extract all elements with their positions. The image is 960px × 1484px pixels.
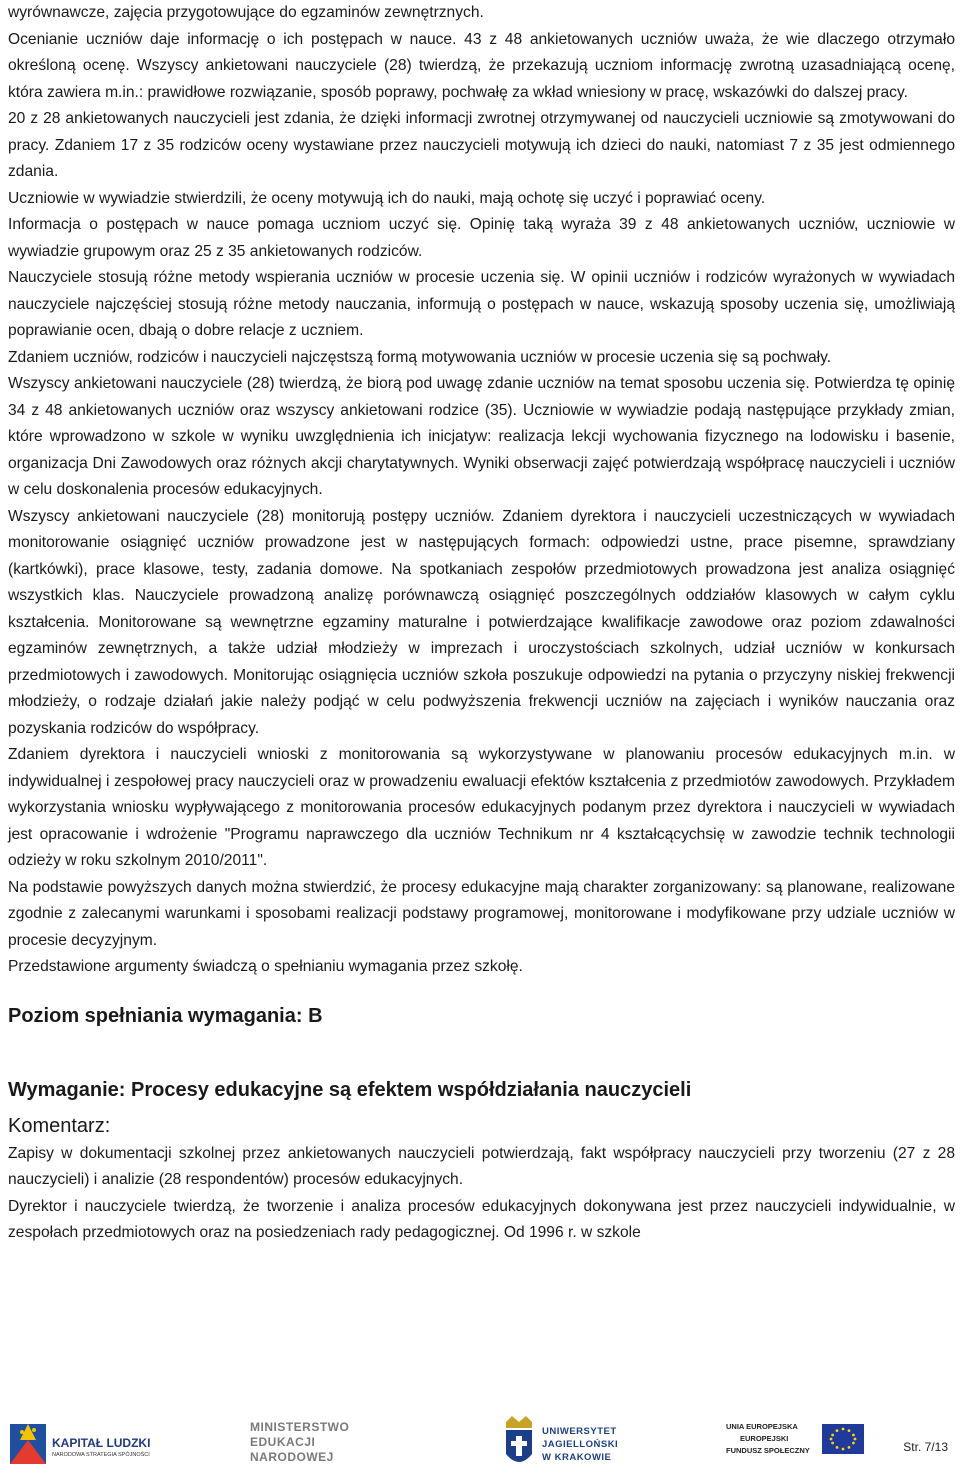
document-body — [8, 0, 955, 1247]
uj-crest-icon — [502, 1414, 536, 1474]
uj-logo — [502, 1410, 632, 1476]
logo-line: EUROPEJSKI — [740, 1434, 789, 1443]
paragraph: Nauczyciele stosują różne metody wspierania uczniów w procesie uczenia się. W opinii uczniów i rodziców wyrażonych w wywiadach nauczyciele najczęściej stosują różne metody nauczania, informują o postępach w nauce, wskazują sposoby uczenia się, umożliwiają poprawianie ocen, dbają o dobre relacje z uczniem. — [8, 269, 955, 339]
paragraph: Uczniowie w wywiadzie stwierdzili, że oceny motywują ich do nauki, mają ochotę się uczyć i poprawiać oceny. — [8, 189, 766, 207]
logo-line: NARODOWEJ — [250, 1450, 334, 1464]
logo-line: JAGIELLOŃSKI — [542, 1439, 619, 1450]
kapital-ludzki-logo — [8, 1410, 158, 1476]
logo-subtitle: NARODOWA STRATEGIA SPÓJNOŚCI — [52, 1452, 150, 1458]
comment-label: Komentarz: — [8, 1114, 111, 1137]
logo-line: UNIWERSYTET — [542, 1426, 617, 1437]
footer-logos — [0, 1410, 960, 1484]
logo-line: FUNDUSZ SPOŁECZNY — [726, 1446, 810, 1455]
paragraph: wyrównawcze, zajęcia przygotowujące do egzaminów zewnętrznych. — [8, 4, 484, 21]
page-number: Str. 7/13 — [903, 1440, 948, 1454]
eu-flag-icon — [822, 1424, 864, 1454]
paragraph: Wszyscy ankietowani nauczyciele (28) monitorują postępy uczniów. Zdaniem dyrektora i nauczycieli uczestniczących w wywiadach monitorowanie osiągnięć uczniów prowadzone jest w następujących formach: odpowiedzi ustne, prace pisemne, sprawdziany (kartkówki), prace klasowe, testy, zadania domowe. Na spotkaniach zespołów przedmiotowych prowadzona jest analiza osiągnięć wszystkich klas. Nauczyciele prowadzoną analizę porównawczą osiągnięć poszczególnych oddziałów klasowych w całym cyklu kształcenia. Monitorowane są wewnętrzne egzaminy maturalne i potwierdzające kwalifikacje zawodowe oraz poziom zdawalności egzaminów zewnętrznych, a także udział młodzieży w imprezach i uroczystościach szkolnych, udział uczniów w konkursach przedmiotowych i zawodowych. Monitorując osiągnięcia uczniów szkoła poszukuje odpowiedzi na pytania o przyczyny niskiej frekwencji młodzieży, o rodzaje działań jakie należy podjąć w celu podwyższenia frekwencji uczniów na zajęciach i wyników nauczania oraz pozyskania rodziców do współpracy. — [8, 507, 955, 737]
paragraph: Na podstawie powyższych danych można stwierdzić, że procesy edukacyjne mają charakter zorganizowany: są planowane, realizowane zgodnie z zalecanymi warunkami i sposobami realizacji podstawy programowej, monitorowane i modyfikowane przy udziale uczniów w procesie decyzyjnym. — [8, 878, 955, 949]
comment-paragraph: Dyrektor i nauczyciele twierdzą, że tworzenie i analiza procesów edukacyjnych dokonywana jest przez nauczycieli indywidualnie, w zespołach przedmiotowych oraz na posiedzeniach rady pedagogicznej. Od 1996 r. w szkole — [8, 1197, 955, 1241]
logo-line: MINISTERSTWO — [250, 1420, 350, 1434]
comment-paragraph: Zapisy w dokumentacji szkolnej przez ankietowanych nauczycieli potwierdzają, fakt współpracy nauczycieli przy tworzeniu (27 z 28 nauczycieli) i analizie (28 respondentów) procesów edukacyjnych. — [8, 1144, 955, 1188]
paragraph: Ocenianie uczniów daje informację o ich postępach w nauce. 43 z 48 ankietowanych uczniów uważa, że wie dlaczego otrzymało określoną ocenę. Wszyscy ankietowani nauczyciele (28) twierdzą, że przekazują uczniom informację zwrotną uzasadniającą ocenę, która zawiera m.in.: prawidłowe rozwiązanie, sposób poprawy, pochwałę za wkład wniesiony w pracę, wskazówki do dalszej pracy. — [8, 30, 955, 101]
paragraph: Przedstawione argumenty świadczą o spełnianiu wymagania przez szkołę. — [8, 958, 523, 975]
paragraph: Zdaniem uczniów, rodziców i nauczycieli najczęstszą formą motywowania uczniów w procesie uczenia się są pochwały. — [8, 348, 832, 366]
paragraph: Wszyscy ankietowani nauczyciele (28) twierdzą, że biorą pod uwagę zdanie uczniów na temat sposobu uczenia się. Potwierdza tę opinię 34 z 48 ankietowanych uczniów oraz wszyscy ankietowani rodzice (35). Uczniowie w wywiadzie podają następujące przykłady zmian, które wprowadzono w szkole w wyniku uwzględnienia ich inicjatyw: realizacja lekcji wychowania fizycznego na lodowisku i basenie, organizacja Dni Zawodowych oraz różnych akcji charytatywnych. Wyniki obserwacji zajęć potwierdzają współpracę nauczycieli i uczniów w celu doskonalenia procesów edukacyjnych. — [8, 375, 955, 498]
paragraph: Zdaniem dyrektora i nauczycieli wnioski z monitorowania są wykorzystywane w planowaniu procesów edukacyjnych m.in. w indywidualnej i zespołowej pracy nauczycieli oraz w prowadzeniu ewaluacji efektów kształcenia z przedmiotów zawodowych. Przykładem wykorzystania wniosku wypływającego z monitorowania procesów edukacyjnych podanym przez dyrektora i nauczycieli w wywiadach jest opracowanie i wdrożenie "Programu naprawczego dla uczniów Technikum nr 4 kształcącychsię w zawodzie technik technologii odzieży w roku szkolnym 2010/2011". — [8, 746, 955, 869]
logo-line: W KRAKOWIE — [542, 1452, 612, 1463]
men-logo — [250, 1410, 370, 1476]
requirement-level-heading: Poziom spełniania wymagania: B — [8, 1004, 323, 1027]
logo-line: UNIA EUROPEJSKA — [726, 1422, 798, 1431]
eu-logo — [726, 1410, 866, 1476]
paragraph: 20 z 28 ankietowanych nauczycieli jest zdania, że dzięki informacji zwrotnej otrzymywanej od nauczycieli uczniowie są zmotywowani do pracy. Zdaniem 17 z 35 rodziców oceny wystawiane przez nauczycieli motywują ich dzieci do nauki, natomiast 7 z 35 jest odmiennego zdania. — [8, 110, 955, 180]
logo-line: EDUKACJI — [250, 1435, 316, 1449]
logo-title: KAPITAŁ LUDZKI — [52, 1436, 151, 1450]
paragraph: Informacja o postępach w nauce pomaga uczniom uczyć się. Opinię taką wyraża 39 z 48 ankietowanych uczniów, uczniowie w wywiadzie grupowym oraz 25 z 35 ankietowanych rodziców. — [8, 216, 955, 260]
requirement-heading: Wymaganie: Procesy edukacyjne są efektem współdziałania nauczycieli — [8, 1078, 692, 1101]
